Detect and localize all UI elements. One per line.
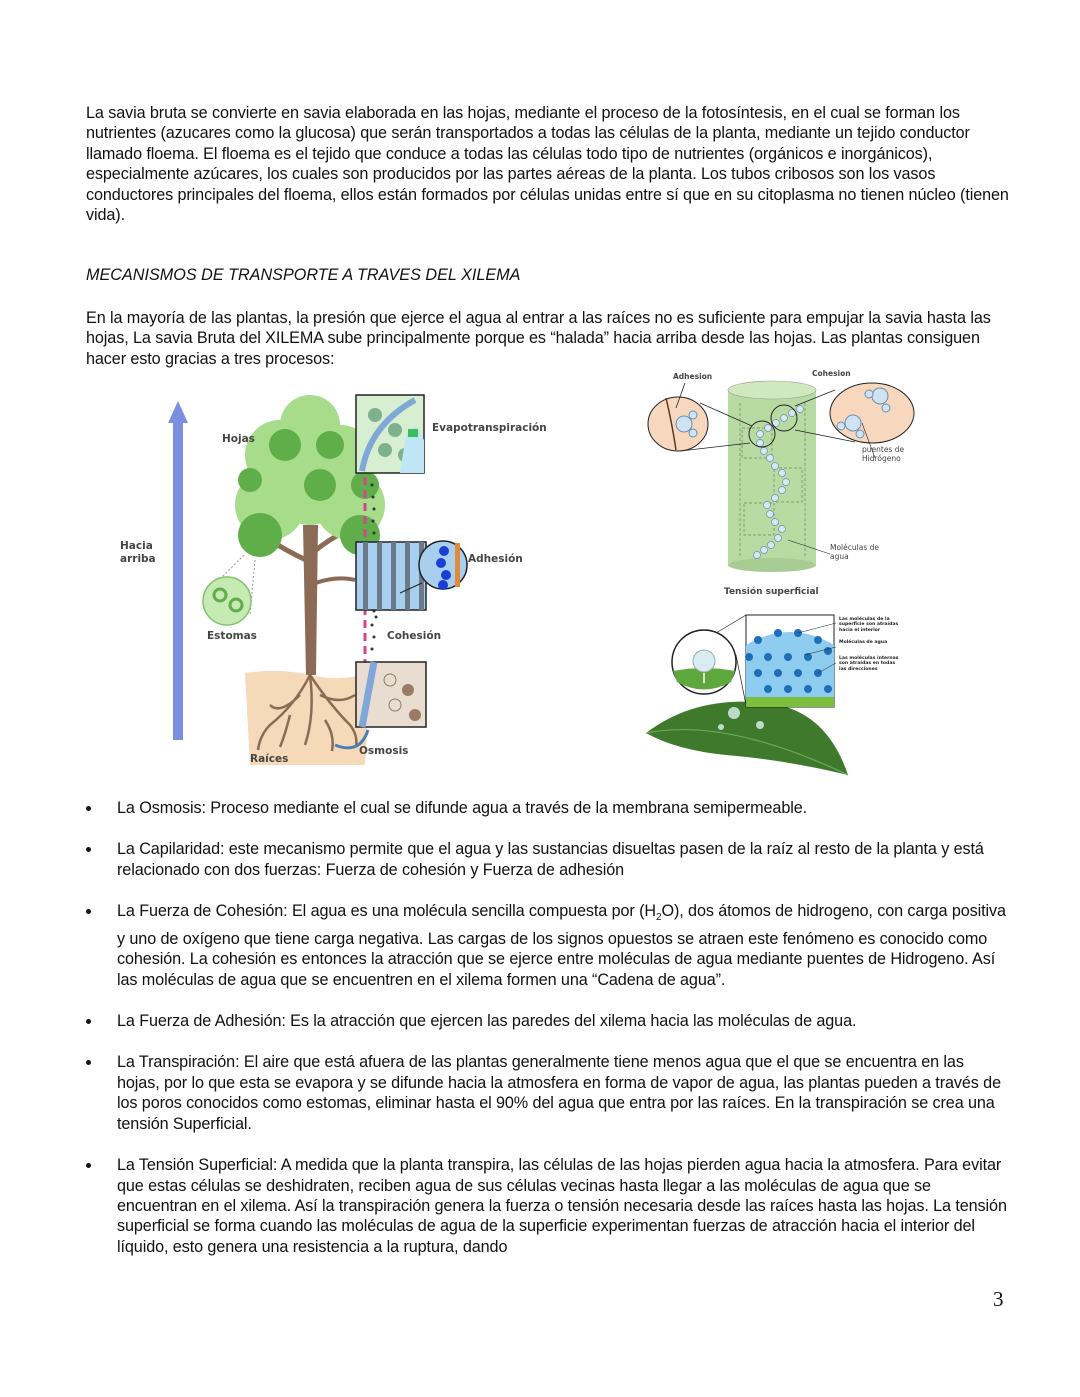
label-cohesion-xylem: Cohesion: [812, 369, 851, 378]
surface-tension-illustration: [636, 585, 911, 780]
tree-transport-figure: [110, 385, 550, 780]
surface-tension-figure: [636, 585, 911, 780]
bullet-icon: [86, 1060, 91, 1065]
label-cohesion: Cohesión: [387, 630, 442, 642]
label-adhesion-xylem: Adhesion: [673, 372, 713, 381]
list-item-capilaridad: La Capilaridad: este mecanismo permite que el agua y las sustancias disueltas pasen de la raíz al resto de la planta y está relacionado con dos fuerzas: Fuerza de cohesión y Fuerza de adhesión: [86, 839, 1010, 880]
upward-arrow-icon: [168, 401, 188, 740]
mechanisms-list: [86, 798, 1010, 1278]
annotation-surface-molecules: Las moléculas de la superficie son atraídas hacia el interior: [839, 617, 899, 633]
bullet-icon: [86, 847, 91, 852]
label-puentes-hidrogeno: puentes de Hidrógeno: [862, 445, 905, 463]
list-item-cohesion: La Fuerza de Cohesión: El agua es una molécula sencilla compuesta por $(H_2O)$, dos átomos de hidrogeno, con carga positiva y uno de oxígeno que tiene carga negativa. Las cargas de los signos opuestos se atraen este fenómeno es conocido como cohesión. La cohesión es entonces la atracción que se ejerce entre moléculas de agua mediante puentes de Hidrogeno. Así las moléculas de agua que se encuentren en el xilema formen una “Cadena de agua”.: [86, 901, 1010, 990]
section-heading: MECANISMOS DE TRANSPORTE A TRAVES DEL XILEMA: [86, 266, 521, 284]
label-osmosis: Osmosis: [359, 745, 409, 757]
label-moleculas-agua: Moléculas de agua: [830, 543, 879, 561]
bullet-icon: [86, 806, 91, 811]
list-item-osmosis: La Osmosis: Proceso mediante el cual se difunde agua a través de la membrana semipermeable.: [86, 798, 1010, 818]
label-adhesion: Adhesión: [468, 553, 523, 565]
label-raices: Raíces: [250, 753, 289, 765]
list-item-tension-superficial: La Tensión Superficial: A medida que la planta transpira, las células de las hojas pierden agua hacia la atmosfera. Para evitar que estas células se deshidraten, reciben agua de sus células vecinas hasta llegar a las moléculas de agua que se encuentran en el xilema. Así la transpiración genera la fuerza o tensión necesaria desde las raíces hasta las hojas. La tensión superficial se forma cuando las moléculas de agua de la superficie experimentan fuerzas de atracción hacia el interior del líquido, esto genera una resistencia a la ruptura, dando: [86, 1155, 1010, 1257]
xylem-cohesion-adhesion-figure: [640, 368, 920, 573]
surface-tension-title: Tensión superficial: [724, 587, 819, 597]
bullet-icon: [86, 1163, 91, 1168]
list-item-transpiracion: La Transpiración: El aire que está afuera de las plantas generalmente tiene menos agua que el que se encuentra en las hojas, por lo que esta se evapora y se difunde hacia la atmosfera en forma de vapor de agua, las plantas pueden a través de los poros conocidos como estomas, eliminar hasta el 90% del agua que entra por las raíces. En la transpiración se crea una tensión Superficial.: [86, 1052, 1010, 1134]
label-hacia-arriba: Hacia arriba: [120, 540, 156, 565]
section-paragraph: En la mayoría de las plantas, la presión que ejerce el agua al entrar a las raíces no es suficiente para empujar la savia hasta las hojas, La savia Bruta del XILEMA sube principalmente porque es “halada” hacia arriba desde las hojas. Las plantas consiguen hacer esto gracias a tres procesos:: [86, 309, 991, 368]
page-number: 3: [993, 1287, 1004, 1311]
stomata-magnifier: [203, 577, 251, 625]
tree-diagram-illustration: [110, 385, 550, 780]
annotation-water-molecules: Moléculas de agua: [839, 640, 888, 645]
label-estomas: Estomas: [207, 630, 257, 642]
bullet-icon: [86, 1019, 91, 1024]
bullet-icon: [86, 909, 91, 914]
annotation-internal-molecules: Las moléculas internas son atraídas en todas las direcciones: [839, 656, 899, 672]
evapotranspiration-box: [356, 395, 424, 473]
adhesion-box: [356, 541, 467, 610]
label-evapotranspiracion: Evapotranspiración: [432, 422, 547, 434]
label-hojas: Hojas: [222, 433, 255, 445]
list-item-adhesion: La Fuerza de Adhesión: Es la atracción que ejercen las paredes del xilema hacia las moléculas de agua.: [86, 1011, 1010, 1031]
intro-paragraph: La savia bruta se convierte en savia elaborada en las hojas, mediante el proceso de la fotosíntesis, en el cual se forman los nutrientes (azucares como la glucosa) que serán transportados a todas las células de la planta, mediante un tejido conductor llamado floema. El floema es el tejido que conduce a todas las células todo tipo de nutrientes (orgánicos e inorgánicos), especialmente azúcares, los cuales son producidos por las partes aéreas de la planta. Los tubos cribosos son los vasos conductores principales del floema, ellos están formados por células unidas entre sí que en su citoplasma no tienen núcleo (tienen vida).: [86, 104, 1009, 225]
